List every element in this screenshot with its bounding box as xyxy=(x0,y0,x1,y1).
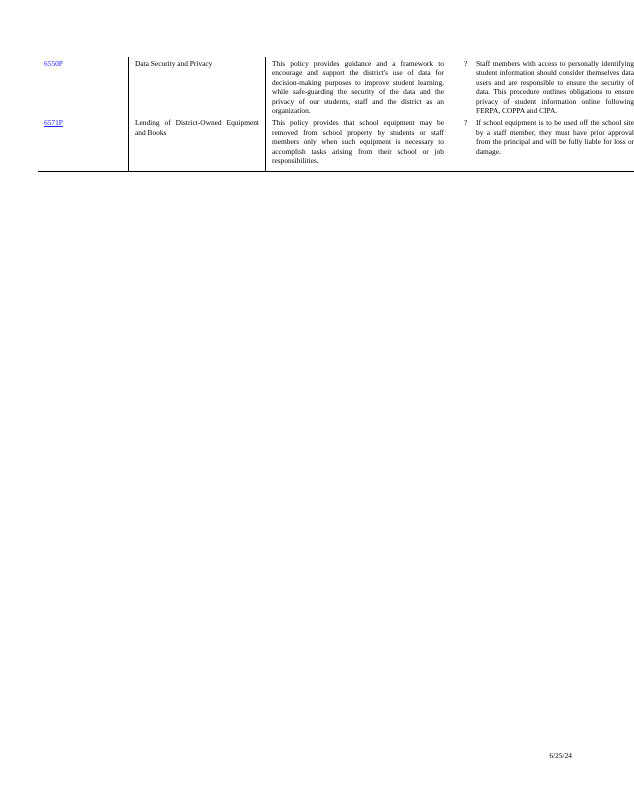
policy-title: Lending of District-Owned Equipment and Books xyxy=(129,116,266,172)
policy-number-cell xyxy=(38,57,129,116)
policy-link-6571p[interactable]: 6571P xyxy=(44,118,63,128)
bullet-glyph: ? xyxy=(464,118,468,128)
policy-note-text: If school equipment is to be used off the school site by a staff member, they must have prior approval from the principal and will be fully liable for loss or damage. xyxy=(476,118,634,156)
policy-description: This policy provides guidance and a framework to encourage and support the district's use of data for decision-making purposes to improve student learning, while safe-guarding the security of the data and the privacy of our students, staff and the district as an organization. xyxy=(272,59,444,116)
policy-title: Data Security and Privacy xyxy=(129,57,266,116)
policy-note-cell xyxy=(462,57,634,116)
policy-note xyxy=(462,59,634,115)
policy-number-cell xyxy=(38,116,129,172)
policy-note xyxy=(462,118,634,156)
policy-note-cell xyxy=(462,116,634,172)
policy-table xyxy=(38,57,634,172)
table-row xyxy=(38,116,634,172)
policy-link-6550p[interactable]: 6550P xyxy=(44,59,63,68)
bullet-glyph: ? xyxy=(464,59,468,68)
footer-date: 6/25/24 xyxy=(549,751,572,760)
policy-description: This policy provides that school equipment may be removed from school property by students or staff members only when such equipment is necessary to accomplish tasks arising from their school or job responsibilities. xyxy=(266,116,463,172)
policy-note-text: Staff members with access to personally identifying student information should consider themselves data users and are responsible to ensure the security of data. This procedure outlines obligations to ensure privacy of student information online following FERPA, COPPA and CIPA. xyxy=(476,59,634,116)
table-row xyxy=(38,57,634,116)
